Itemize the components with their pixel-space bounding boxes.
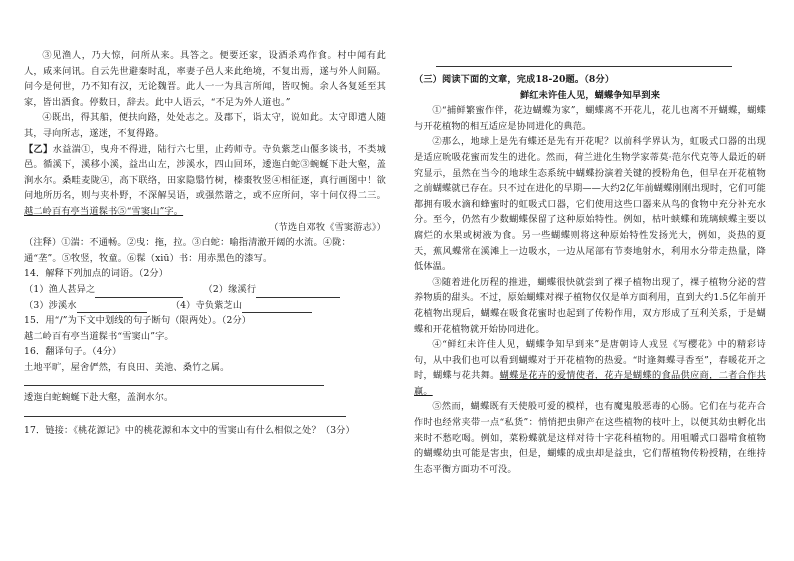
question-14-row-1 [24, 282, 386, 298]
right-column [414, 0, 766, 477]
passage-yi-label: 【乙】 [24, 143, 53, 155]
question-16: 16．翻译句子。（4分） [24, 346, 122, 358]
article-underlined-sentence: 蝴蝶是花卉的爱情使者，花卉是蝴蝶的食品供应商，二者合作共赢。 [414, 370, 766, 397]
q16-answer-line-2[interactable] [24, 416, 346, 417]
article-paragraph-1: ①“捕鲜繁蜜作伴，花边蝴蝶为家”，蝴蝶离不开花儿，花儿也离不开蝴蝶，蝴蝶与开花植物的相互适应是协同进化的典范。 [414, 105, 766, 132]
q16-answer-line-1[interactable] [24, 385, 324, 386]
question-17: 17．链接：《桃花源记》中的桃花源和本文中的雪窦山有什么相似之处？（3分） [24, 425, 355, 437]
article-paragraph-4 [414, 337, 766, 399]
annotations: （注释）①湍：不通畅。②曳：拖，拉。③白蛇：喻指清澈开阔的水流。④陇：通“垄”。⑤牧竖，牧童。⑥髹（xiū）书：用赤黑色的漆写。 [24, 237, 351, 264]
q14-answer-3[interactable] [77, 302, 147, 313]
underlined-sentence: 越二岭百有亭当道髹书⑤“雪窦山”字。 [24, 205, 184, 217]
q14-answer-1[interactable] [95, 287, 183, 298]
section-heading: （三）阅读下面的文章，完成18-20题。（8分） [414, 74, 615, 85]
question-14: 14．解释下列加点的词语。（2分） [24, 268, 169, 280]
question-14-row-2 [24, 298, 386, 314]
question-16-sentence-1: 土地平旷，屋舍俨然，有良田、美池、桑竹之属。 [24, 361, 230, 373]
q14-answer-2[interactable] [256, 287, 340, 298]
question-16-sentence-2: 逶迤白蛇蜿蜒下赴大壑，盖涧水尔。 [24, 392, 174, 404]
q14-item-4: （4）寺负紫芝山 [170, 299, 243, 311]
q14-item-3: （3）涉溪水 [24, 299, 77, 311]
left-column [24, 0, 386, 439]
q14-item-1: （1）渔人甚异之 [24, 283, 96, 295]
article-paragraph-5: ⑤然而，蝴蝶既有天使般可爱的模样，也有魔鬼般恶毒的心肠。它们在与花卉合作时也经常夹带一点“私货”：悄悄把虫卵产在这些植物的枝叶上，以便其幼虫孵化出来时不愁吃喝。例如，菜粉蝶就是这样对待十字花科植物的。用咀嚼式口器啃食植物的蝴蝶幼虫可能是害虫，但是，蝴蝶的成虫却是益虫，它们帮植物传粉授精，在维持生态平衡方面功不可没。 [414, 401, 766, 475]
paragraph-4: ④既出，得其船，便扶向路，处处志之。及郡下，诣太守，说如此。太守即遣人随其，寻向所志，遂迷，不复得路。 [24, 112, 386, 139]
paragraph-3: ③见渔人，乃大惊，问所从来。具答之。便要还家，设酒杀鸡作食。村中闻有此人，咸来问讯。自云先世避秦时乱，率妻子邑人来此绝境，不复出焉，遂与外人间隔。问今是何世，乃不知有汉，无论魏晋。此人一一为具言所闻，皆叹惋。余人各复延至其家，皆出酒食。停数日，辞去。此中人语云，“不足为外人道也。” [24, 50, 386, 108]
q14-item-2: （2）缘溪行 [203, 283, 257, 295]
article-paragraph-4-text: ④“鲜红未许佳人见，蝴蝶争知早到来”是唐朝诗人戎昱《写樱花》中的精彩诗句，从中我们也可以看到蝴蝶对于开花植物的热爱。“时逢舞蝶寻香至”，春暖花开之时，蝴蝶与花共舞。 [414, 339, 766, 382]
article-paragraph-3: ③随着进化历程的推进，蝴蝶很快就尝到了裸子植物出现了，裸子植物分泌的营养物质的甜头。不过，原始蝴蝶对裸子植物仅仅是单方面利用，直到大约1.5亿年前开花植物出现后，蝴蝶在吸食花蜜时也起到了传粉作用，双方形成了互利关系，于是蝴蝶和开花植物就开始协同进化。 [414, 276, 766, 335]
article-paragraph-2: ②那么，地球上是先有蝶还是先有开花呢？以前科学界认为，虹吸式口器的出现是适应吮吸花蜜而发生的进化。然而，荷兰进化生物学家蒂莫·范尔代克等人最近的研究显示，虽然在当今的地球生态系统中蝴蝶扮演着关键的授粉角色，但早在开花植物之前蝴蝶就已存在。只不过在进化的早期——大约2亿年前蝴蝶刚刚出现时，它们可能都拥有吸水滴和蜂蜜时的虹吸式口器，它们使用这些口器来从鸟的食物中充分补充水分。至今，仍然有少数蝴蝶保留了这种原始特性。例如，枯叶蛱蝶和琉璃蛱蝶主要以腐烂的水果或树液为食。另一些蝴蝶则将这种原始特性发扬光大，例如，炎热的夏天，蕉风蝶常在溪滩上一边吸水，一边从尾部有节奏地射水，利用水分带走热量，降低体温。 [414, 136, 766, 273]
q14-answer-4[interactable] [242, 302, 312, 313]
question-15: 15．用“/”为下文中划线的句子断句（限两处）。（2分） [24, 315, 252, 327]
source-note: （节选自邓牧《雪窦游志》） [269, 221, 386, 233]
passage-yi-text: 水益湍①，曳舟不得进，陆行六七里，止药师寺。寺负紫芝山偃多谈书，不类城邑。循溪下，溪移小溪，益出山左，涉溪水，四山回环，逶迤白蛇③蜿蜒下赴大壑，盖涧水尔。桑畦麦陇④，高下联络，田家隐翳竹树，榛棗牧竖④相征逐，真行画图中！欲问地所历名，则与夹朴野，不深解吴语，或强然谐之，或不应所问，宰十问仅得二三。 [24, 143, 387, 202]
article-title: 鲜红未许佳人见，蝴蝶争知早到来 [519, 89, 661, 101]
passage-yi [24, 142, 386, 220]
question-15-text: 越二岭百有亭当道髹书“雪窦山”字。 [24, 330, 174, 342]
